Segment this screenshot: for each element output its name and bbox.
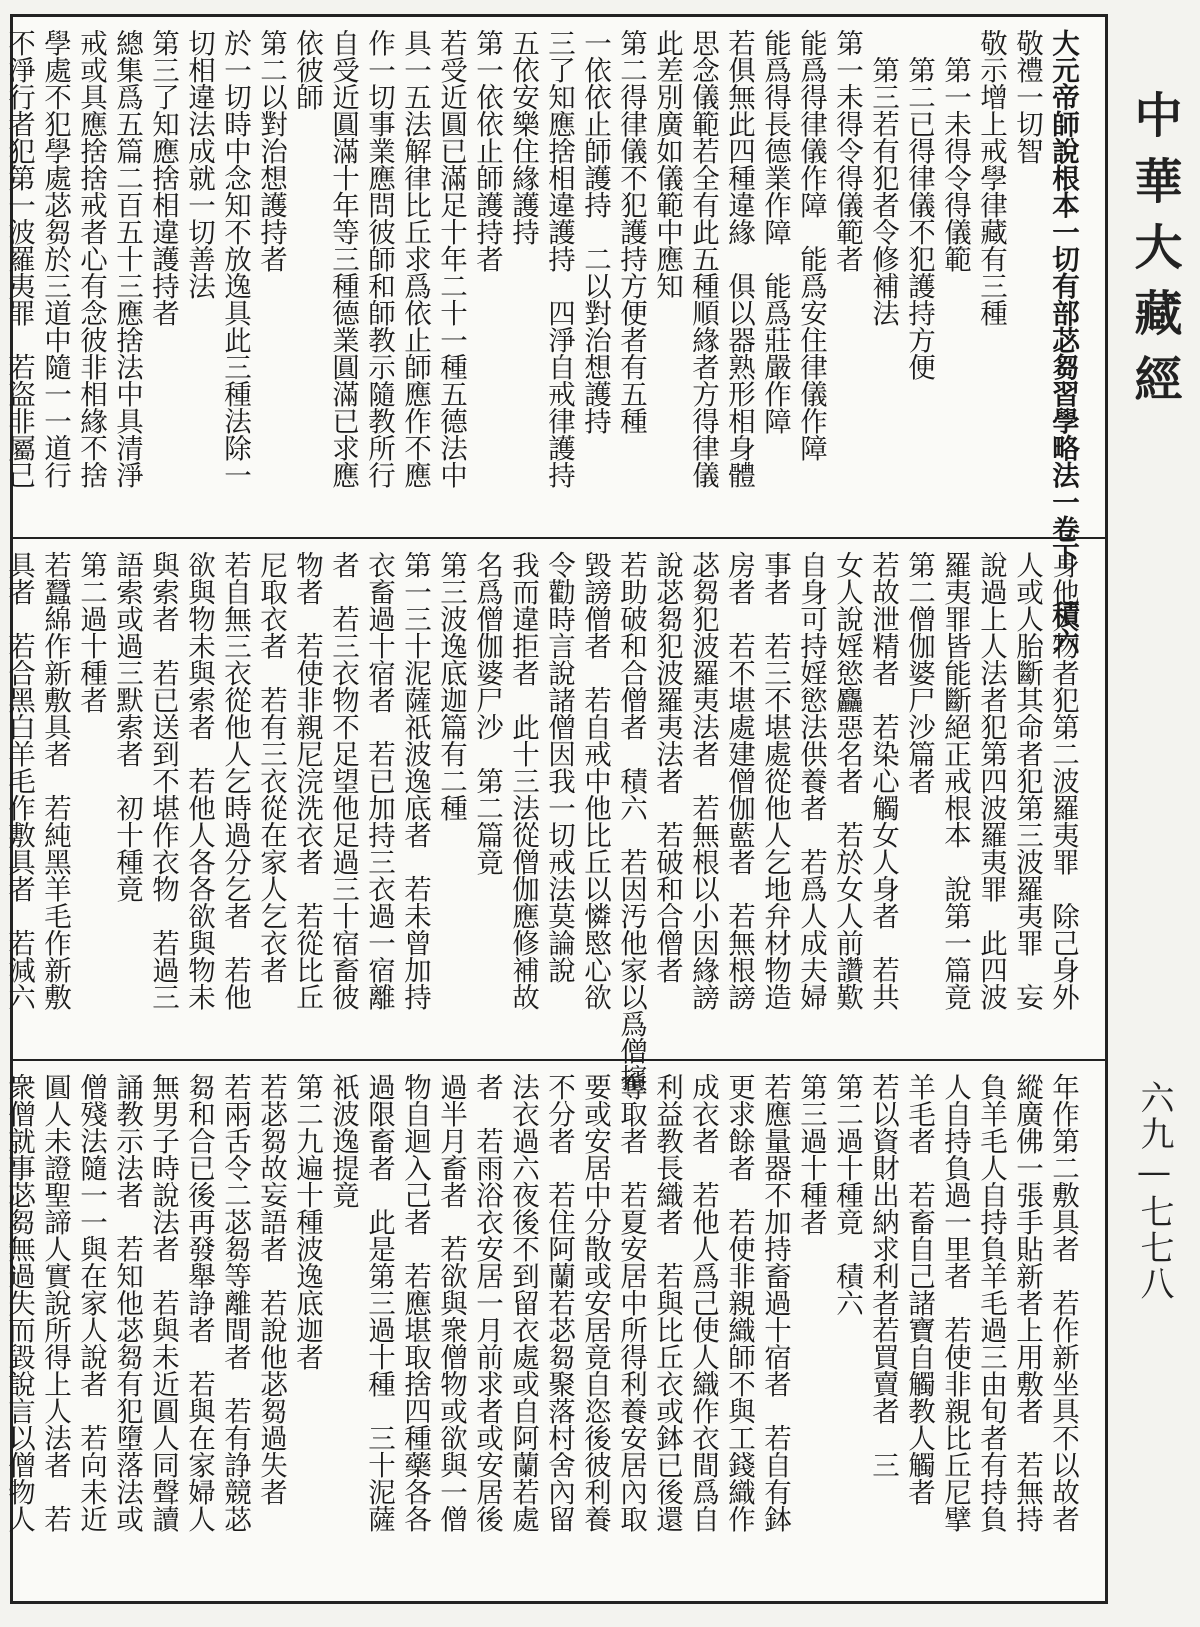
text-column: 第一依依止師護持者 [471,29,503,272]
text-column: 年作第二敷具者 若作新坐具不以故者 [1047,1073,1079,1532]
text-column: 要或安居中分散或安居竟自恣後彼利養 [579,1073,611,1532]
text-column: 毀謗僧者 若自戒中他比丘以憐愍心欲 [579,551,611,1010]
text-column: 房者 若不堪處建僧伽藍者 若無根謗 [723,551,755,1010]
text-column: 人或人胎斷其命者犯第三波羅夷罪 妄 [1011,551,1043,1010]
text-column: 者 若三衣物不足望他足過三十宿畜彼 [327,551,359,1010]
text-column: 此差別廣如儀範中應知 [651,29,683,299]
text-column: 衣畜過十宿者 若已加持三衣過一宿離 [363,551,395,1010]
text-column: 若受近圓已滿足十年二十一種五德法中 [435,29,467,488]
text-column: 第二過十種者 [75,551,107,713]
text-column: 自身可持婬慾法供養者 若爲人成夫婦 [795,551,827,1010]
text-column: 思念儀範若全有此五種順緣者方得律儀 [687,29,719,488]
text-column: 僧殘法隨一一與在家人說者 若向未近 [75,1073,107,1532]
text-column: 若故泄精者 若染心觸女人身者 若共 [867,551,899,1010]
text-column: 過限畜者 此是第三過十種 三十泥薩 [363,1073,395,1532]
text-column: 縱廣佛一張手貼新者上用敷者 若無持 [1011,1073,1043,1532]
text-column: 敬示增上戒學律藏有三種 [975,29,1007,326]
text-column: 事者 若三不堪處從他人乞地弁材物造 [759,551,791,1010]
text-column: 三了知應捨相違護持 四淨自戒律護持 [543,29,575,488]
text-column: 作一切事業應問彼師和師教示隨教所行 [363,29,395,488]
text-column: 過半月畜者 若欲與衆僧物或欲與一僧 [435,1073,467,1532]
text-column: 第二以對治想護持者 [255,29,287,272]
text-column: 衆僧就事苾芻無過失而毀說言以僧物人 [3,1073,35,1532]
text-column: 大元帝師說根本一切有部苾芻習學略法一卷下 積六 [1047,29,1079,655]
text-column: 誦教示法者 若知他苾芻有犯墮落法或 [111,1073,143,1532]
text-column: 若助破和合僧者 積六 若因汚他家以爲僧擯 [615,551,647,1091]
text-column: 第一未得令得儀範者 [831,29,863,272]
text-column: 第三波逸底迦篇有二種 [435,551,467,821]
text-column: 說苾芻犯波羅夷法者 若破和合僧者 [651,551,683,983]
text-column: 第二九遍十種波逸底迦者 [291,1073,323,1370]
text-column: 依彼師 [291,29,323,110]
text-column: 奪取者 若夏安居中所得利養安居內取 [615,1073,647,1532]
text-column: 名爲僧伽婆尸沙 第二篇竟 [471,551,503,875]
text-column: 尼取衣者 若有三衣從在家人乞衣者 [255,551,287,983]
lower-register [3,1059,1105,1604]
text-column: 切相違法成就一切善法 [183,29,215,299]
text-column: 第三了知應捨相違護持者 [147,29,179,326]
text-column: 身他人物者犯第二波羅夷罪 除己身外 [1047,551,1079,1010]
text-column: 若自無三衣從他人乞時過分乞者 若他 [219,551,251,1010]
text-column: 法衣過六夜後不到留衣處或自阿蘭若處 [507,1073,539,1532]
text-column: 於一切時中念知不放逸具此三種法除一 [219,29,251,488]
text-column: 若苾芻故妄語者 若說他苾芻過失者 [255,1073,287,1505]
text-column: 欲與物未與索者 若他人各各欲與物未 [183,551,215,1010]
text-column: 苾芻犯波羅夷法者 若無根以小因緣謗 [687,551,719,1010]
text-column: 第一未得令得儀範 [939,29,971,272]
text-column: 第三過十種者 [795,1073,827,1235]
text-column: 不分者 若住阿蘭若苾芻聚落村舍內留 [543,1073,575,1532]
collection-title: 中華大藏經 [1126,90,1182,420]
text-column: 具一五法解律比丘求爲依止師應作不應 [399,29,431,488]
text-column: 成衣者 若他人爲己使人織作衣間爲自 [687,1073,719,1532]
text-column: 芻和合已後再發舉諍者 若與在家婦人 [183,1073,215,1532]
text-column: 第三若有犯者令修補法 [867,29,899,326]
text-column: 具者 若合黑白羊毛作敷具者 若減六 [3,551,35,1010]
text-column: 若以資財出納求利者若買賣者 三 [867,1073,899,1478]
text-column: 第二得律儀不犯護持方便者有五種 [615,29,647,434]
text-column: 說過上人法者犯第四波羅夷罪 此四波 [975,551,1007,1010]
scripture-page-frame [3,14,1108,1604]
text-column: 敬禮一切智 [1011,29,1043,164]
text-column: 第二僧伽婆尸沙篇者 [903,551,935,794]
middle-register [3,537,1105,1091]
text-column: 語索或過三默索者 初十種竟 [111,551,143,902]
text-column: 若兩舌令二苾芻等離間者 若有諍競苾 [219,1073,251,1532]
text-column: 我而違拒者 此十三法從僧伽應修補故 [507,551,539,1010]
text-column: 第二過十種竟 積六 [831,1073,863,1316]
text-column: 第二已得律儀不犯護持方便 [903,29,935,380]
text-column: 物自迴入己者 若應堪取捨四種藥各各 [399,1073,431,1532]
text-column: 女人說婬慾麤惡名者 若於女人前讚歎 [831,551,863,1010]
text-column: 能爲得長德業作障 能爲莊嚴作障 [759,29,791,434]
text-column: 不淨行者犯第一波羅夷罪 若盜非屬己 [3,29,35,488]
text-column: 更求餘者 若使非親織師不與工錢織作 [723,1073,755,1532]
text-column: 自受近圓滿十年等三種德業圓滿已求應 [327,29,359,488]
text-column: 圓人未證聖諦人實說所得上人法者 若 [39,1073,71,1532]
page-number: 六九—七七八 [1134,1080,1174,1302]
text-column: 物者 若使非親尼浣洗衣者 若從比丘 [291,551,323,1010]
text-column: 羅夷罪皆能斷絕正戒根本 說第一篇竟 [939,551,971,1010]
text-column: 若蠶綿作新敷具者 若純黑羊毛作新敷 [39,551,71,1010]
text-column: 無男子時說法者 若與未近圓人同聲讀 [147,1073,179,1532]
text-column: 利益教長織者 若與比丘衣或鉢已後還 [651,1073,683,1532]
text-column: 五依安樂住緣護持 [507,29,539,245]
text-column: 戒或具應捨捨戒者心有念彼非相緣不捨 [75,29,107,488]
text-column: 人自持負過一里者 若使非親比丘尼擘 [939,1073,971,1532]
text-column: 總集爲五篇二百五十三應捨法中具清淨 [111,29,143,488]
text-column: 令勸時言說諸僧因我一切戒法莫論說 [543,551,575,983]
text-column: 能爲得律儀作障 能爲安住律儀作障 [795,29,827,461]
text-column: 學處不犯學處苾芻於三道中隨一一道行 [39,29,71,488]
text-column: 若應量器不加持畜過十宿者 若自有鉢 [759,1073,791,1532]
text-column: 與索者 若已送到不堪作衣物 若過三 [147,551,179,1010]
text-column: 祇波逸提竟 [327,1073,359,1208]
text-column: 負羊毛人自持負羊毛過三由旬者有持負 [975,1073,1007,1532]
text-column: 者 若雨浴衣安居一月前求者或安居後 [471,1073,503,1532]
text-column: 第一三十泥薩祇波逸底者 若未曾加持 [399,551,431,1010]
text-column: 一依依止師護持 二以對治想護持 [579,29,611,434]
text-column: 若俱無此四種違緣 俱以器熟形相身體 [723,29,755,488]
text-column: 羊毛者 若畜自己諸寶自觸教人觸者 [903,1073,935,1505]
